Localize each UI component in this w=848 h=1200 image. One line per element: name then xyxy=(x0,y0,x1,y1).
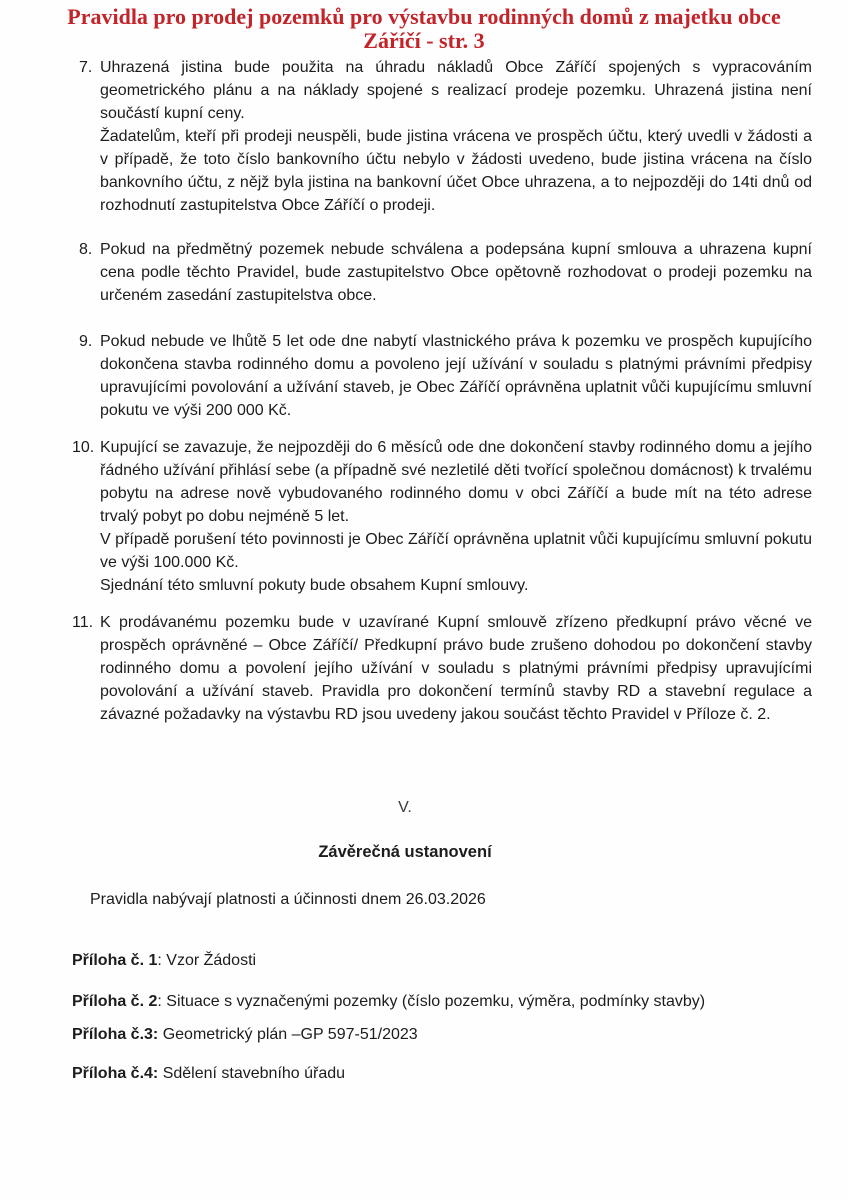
attachment-1 xyxy=(72,949,772,972)
item-number-8: 8. xyxy=(79,241,93,258)
page-title xyxy=(0,0,848,53)
item-text-7 xyxy=(100,56,812,217)
paragraph: Pokud nebude ve lhůtě 5 let ode dne nabytí vlastnického práva k pozemku ve prospěch kupujícího dokončena stavba rodinného domu a povoleno její užívání v souladu s platnými právními předpisy upravujícími povolování a užívání staveb, je Obec Záříčí oprávněna uplatnit vůči kupujícímu smluvní pokutu ve výši 200 000 Kč. xyxy=(100,333,812,419)
paragraph: Pokud na předmětný pozemek nebude schválena a podepsána kupní smlouva a uhrazena kupní cena podle těchto Pravidel, bude zastupitelstvo Obce opětovně rozhodovat o prodeji pozemku na určeném zasedání zastupitelstva obce. xyxy=(100,241,812,304)
section-heading: Závěrečná ustanovení xyxy=(318,843,492,861)
item-text-9 xyxy=(100,330,812,422)
page-title-line2: Záříčí - str. 3 xyxy=(363,28,485,53)
paragraph: Uhrazená jistina bude použita na úhradu nákladů Obce Záříčí spojených s vypracováním geometrického plánu a na náklady spojené s realizací prodeje pozemku. Uhrazená jistina není součástí kupní ceny. xyxy=(100,59,812,122)
attachment-text: : Vzor Žádosti xyxy=(157,952,257,969)
effective-date-line: Pravidla nabývají platnosti a účinnosti dnem 26.03.2026 xyxy=(90,891,486,908)
attachment-label: Příloha č.4: xyxy=(72,1065,159,1082)
attachment-label: Příloha č. 1 xyxy=(72,952,158,969)
list-item-11 xyxy=(72,611,812,726)
attachments-list xyxy=(72,949,772,1085)
paragraph: Sjednání této smluvní pokuty bude obsahem Kupní smlouvy. xyxy=(100,577,529,594)
attachment-label: Příloha č. 2 xyxy=(72,993,158,1010)
paragraph: Kupující se zavazuje, že nejpozději do 6 měsíců ode dne dokončení stavby rodinného domu a jejího řádného užívání přihlásí sebe (a případně své nezletilé děti tvořící společnou domácnost) k trvalému pobytu na adrese nově vybudovaného rodinného domu v obci Záříčí a bude mít na této adrese trvalý pobyt po dobu nejméně 5 let. xyxy=(100,439,812,525)
item-number-9: 9. xyxy=(79,333,93,350)
paragraph: K prodávanému pozemku bude v uzavírané Kupní smlouvě zřízeno předkupní právo věcné ve prospěch oprávněné – Obce Záříčí/ Předkupní právo bude zrušeno dohodou po dokončení stavby rodinného domu a povolení jejího užívání v souladu s platnými právními předpisy upravujícími povolování a užívání staveb. Pravidla pro dokončení termínů stavby RD a stavební regulace a závazné požadavky na výstavbu RD jsou uvedeny jakou součást těchto Pravidel v Příloze č. 2. xyxy=(100,614,812,723)
item-number-10: 10. xyxy=(72,439,95,456)
item-text-10 xyxy=(100,436,812,597)
list-item-7 xyxy=(72,56,812,217)
paragraph: Žadatelům, kteří při prodeji neuspěli, bude jistina vrácena ve prospěch účtu, který uvedli v žádosti a v případě, že toto číslo bankovního účtu nebylo v žádosti uvedeno, bude jistina vrácena na číslo bankovního účtu, z nějž byla jistina na bankovní účet Obce uhrazena, a to nejpozději do 14ti dnů od rozhodnutí zastupitelstva Obce Záříčí o prodeji. xyxy=(100,128,812,214)
attachment-text: : Situace s vyznačenými pozemky (číslo pozemku, výměra, podmínky stavby) xyxy=(157,993,706,1010)
attachment-label: Příloha č.3: xyxy=(72,1026,159,1043)
list-item-9 xyxy=(72,330,812,422)
item-text-11 xyxy=(100,611,812,726)
attachment-2 xyxy=(72,990,772,1013)
list-item-10 xyxy=(72,436,812,597)
item-text-8 xyxy=(100,238,812,307)
numbered-list xyxy=(72,56,812,726)
list-item-8 xyxy=(72,238,812,307)
item-number-7: 7. xyxy=(79,59,93,76)
section-numeral: V. xyxy=(398,799,412,816)
attachment-text: Sdělení stavebního úřadu xyxy=(158,1065,346,1082)
paragraph: V případě porušení této povinnosti je Obec Záříčí oprávněna uplatnit vůči kupujícímu smluvní pokutu ve výši 100.000 Kč. xyxy=(100,531,812,571)
attachment-text: Geometrický plán –GP 597-51/2023 xyxy=(158,1026,418,1043)
item-number-11: 11. xyxy=(72,614,94,631)
page-title-line1: Pravidla pro prodej pozemků pro výstavbu rodinných domů z majetku obce xyxy=(67,4,781,29)
attachment-4 xyxy=(72,1062,772,1085)
attachment-3 xyxy=(72,1023,772,1046)
